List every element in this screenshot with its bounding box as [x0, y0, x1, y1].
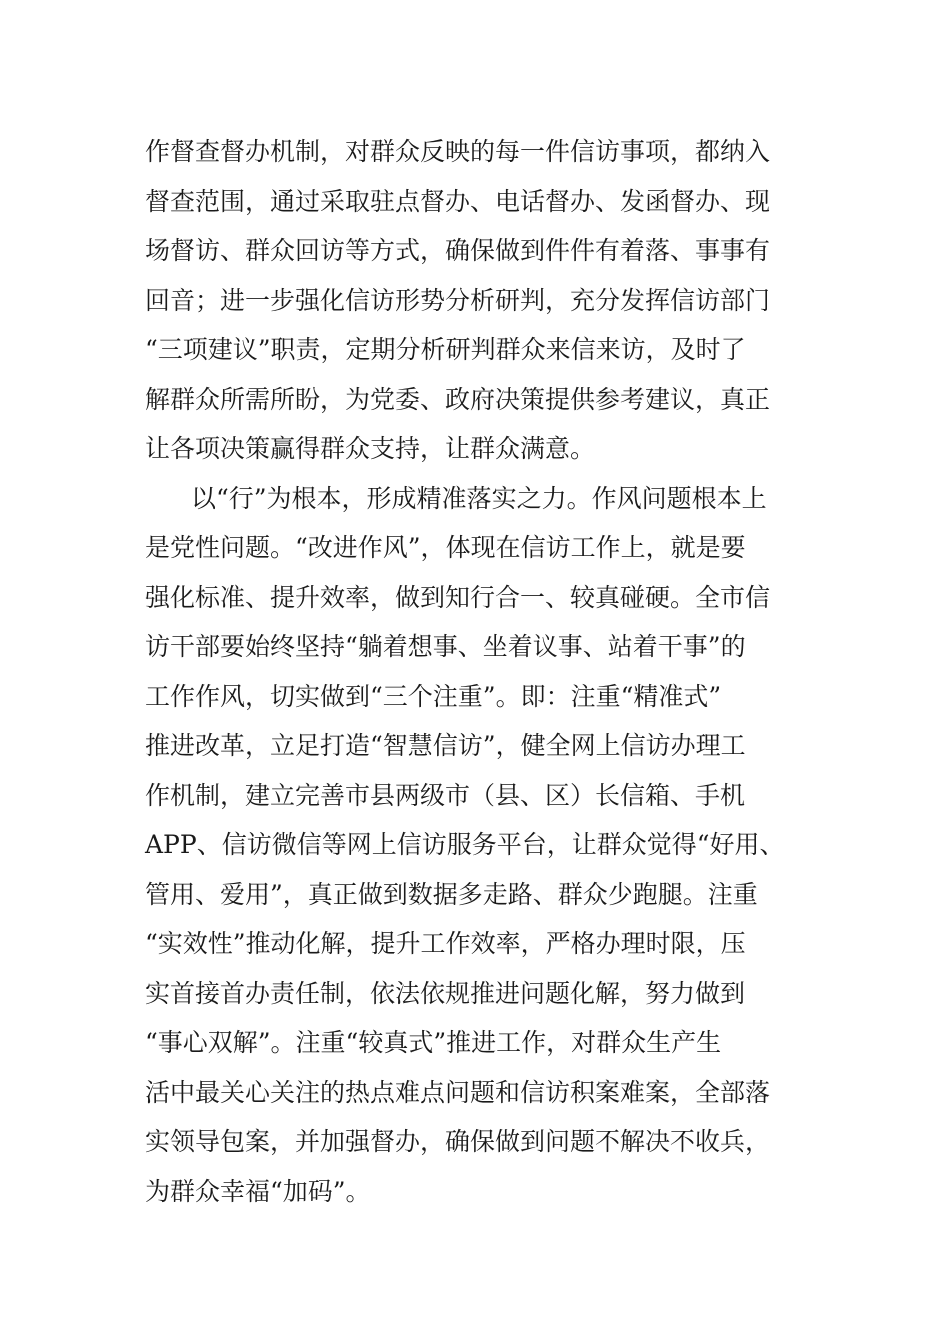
- paragraph-line: 强化标准、提升效率，做到知行合一、较真碰硬。全市信: [145, 582, 771, 612]
- paragraph-line: 推进改革，立足打造“智慧信访”，健全网上信访办理工: [145, 731, 746, 760]
- paragraph-line: 作机制，建立完善市县两级市（县、区）长信箱、手机: [145, 780, 746, 810]
- paragraph-line: 回音；进一步强化信访形势分析研判，充分发挥信访部门: [145, 285, 771, 315]
- paragraph-2: [145, 474, 845, 1217]
- paragraph-line: 实首接首办责任制，依法依规推进问题化解，努力做到: [145, 978, 746, 1008]
- paragraph-line: 管用、爱用”，真正做到数据多走路、群众少跑腿。注重: [145, 879, 758, 909]
- paragraph-line: 是党性问题。“改进作风”，体现在信访工作上，就是要: [145, 533, 746, 562]
- paragraph-line: 解群众所需所盼，为党委、政府决策提供参考建议，真正: [145, 384, 771, 414]
- paragraph-line: 场督访、群众回访等方式，确保做到件件有着落、事事有: [145, 236, 771, 265]
- paragraph-line: 让各项决策赢得群众支持，让群众满意。: [145, 434, 596, 463]
- paragraph-line: “实效性”推动化解，提升工作效率，严格办理时限，压: [145, 929, 746, 958]
- paragraph-line: 督查范围，通过采取驻点督办、电话督办、发函督办、现: [145, 186, 771, 216]
- paragraph-line: 以“行”为根本，形成精准落实之力。作风问题根本上: [191, 483, 767, 513]
- paragraph-line: 访干部要始终坚持“躺着想事、坐着议事、站着干事”的: [145, 632, 746, 661]
- paragraph-line: “事心双解”。注重“较真式”推进工作，对群众生产生: [145, 1028, 722, 1057]
- paragraph-line: 作督查督办机制，对群众反映的每一件信访事项，都纳入: [145, 137, 771, 166]
- paragraph-line: 工作作风，切实做到“三个注重”。即：注重“精准式”: [145, 681, 722, 711]
- paragraph-line: APP、信访微信等网上信访服务平台，让群众觉得“好用、: [145, 830, 785, 859]
- paragraph-line: 活中最关心关注的热点难点问题和信访积案难案，全部落: [145, 1077, 771, 1107]
- paragraph-line: 为群众幸福“加码”。: [145, 1176, 371, 1206]
- paragraph-line: 实领导包案，并加强督办，确保做到问题不解决不收兵，: [145, 1127, 771, 1156]
- paragraph-line: “三项建议”职责，定期分析研判群众来信来访，及时了: [145, 335, 746, 364]
- paragraph-1: [145, 127, 845, 474]
- document-body: [145, 127, 845, 1216]
